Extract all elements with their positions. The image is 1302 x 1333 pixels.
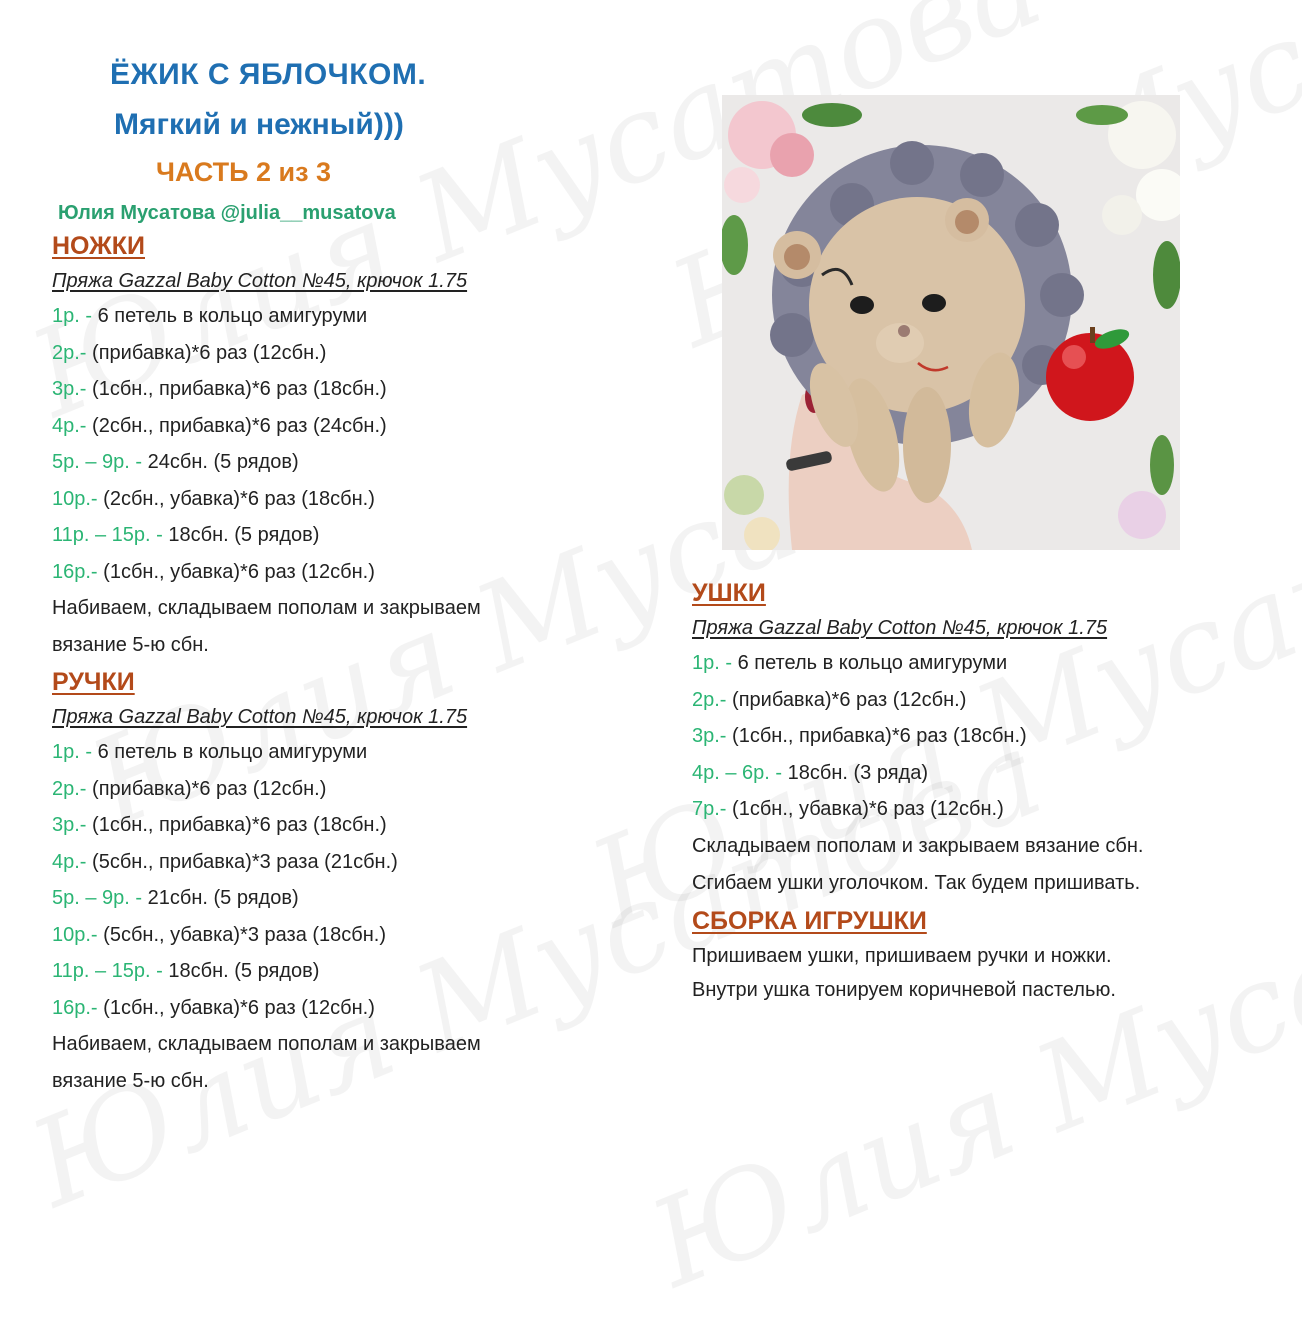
row-number: 16р.- [52,560,104,583]
row-instruction: (1сбн., убавка)*6 раз (12сбн.) [103,996,375,1019]
row-instruction: (5сбн., прибавка)*3 раза (21сбн.) [92,850,398,873]
row-instruction: (1сбн., прибавка)*6 раз (18сбн.) [92,378,387,400]
yarn-info: Пряжа Gazzal Baby Cotton №45, крючок 1.75 [52,706,468,728]
section-heading-legs: НОЖКИ [52,232,145,260]
pattern-row [52,771,612,808]
row-instruction: 18сбн. (5 рядов) [168,524,320,546]
row-instruction: 18сбн. (3 ряда) [787,761,929,784]
finishing-note-line: вязание 5-ю сбн. [52,634,209,656]
row-number: 10р.- [52,487,104,510]
row-number: 4р.- [52,850,93,873]
row-instruction: (прибавка)*6 раз (12сбн.) [732,688,967,711]
row-instruction: (прибавка)*6 раз (12сбн.) [92,341,327,364]
row-instruction: (2сбн., убавка)*6 раз (18сбн.) [103,487,375,510]
pattern-row [692,718,1282,755]
row-number: 11р. – 15р. - [52,524,169,546]
finishing-note-line: Складываем пополам и закрываем вязание сбн. [692,834,1144,857]
pattern-row [52,807,612,844]
pattern-row [52,444,612,481]
row-number: 1р. - [52,741,98,763]
row-number: 3р.- [52,378,93,400]
pattern-row [692,791,1282,828]
finishing-note-line: Набиваем, складываем пополам и закрываем [52,597,481,619]
pattern-row [692,645,1282,682]
row-instruction: (1сбн., убавка)*6 раз (12сбн.) [103,560,375,583]
assembly-note [692,939,1282,1007]
assembly-note-line: Пришиваем ушки, пришиваем ручки и ножки. [692,945,1112,967]
pattern-row [52,734,612,771]
pattern-row [52,298,612,335]
legs-section [52,228,612,664]
pattern-row [52,844,612,881]
row-number: 2р.- [52,777,93,800]
row-instruction: 6 петель в кольцо амигуруми [737,652,1008,674]
assembly-section [692,903,1282,1007]
pattern-row [52,880,612,917]
row-number: 5р. – 9р. - [52,887,148,909]
pattern-row [52,554,612,591]
finishing-note-line: Набиваем, складываем пополам и закрываем [52,1033,481,1055]
crochet-hedgehog-icon [722,95,1180,550]
finishing-note [52,590,612,664]
section-heading-arms: РУЧКИ [52,668,135,696]
row-instruction: (2сбн., прибавка)*6 раз (24сбн.) [92,414,387,437]
assembly-note-line: Внутри ушка тонируем коричневой пастелью. [692,979,1116,1001]
finishing-note [52,1026,612,1100]
row-instruction: (прибавка)*6 раз (12сбн.) [92,777,327,800]
row-instruction: (5сбн., убавка)*3 раза (18сбн.) [103,923,387,946]
row-instruction: (1сбн., убавка)*6 раз (12сбн.) [732,798,1004,820]
author-credit: Юлия Мусатова @julia__musatova [58,202,396,224]
row-number: 3р.- [692,725,733,747]
row-number: 4р.- [52,414,93,437]
row-number: 7р.- [692,798,733,820]
row-number: 2р.- [52,341,93,364]
row-number: 2р.- [692,688,733,711]
row-number: 4р. – 6р. - [692,761,788,784]
pattern-row [52,517,612,554]
pattern-row [52,408,612,445]
row-number: 3р.- [52,814,93,836]
pattern-row [52,953,612,990]
section-heading-assembly: СБОРКА ИГРУШКИ [692,907,927,935]
row-instruction: 21сбн. (5 рядов) [147,887,299,909]
finishing-note [692,828,1282,902]
pattern-row [692,682,1282,719]
pattern-row [52,917,612,954]
part-label: ЧАСТЬ 2 из 3 [156,157,332,187]
row-instruction: 6 петель в кольцо амигуруми [97,741,368,763]
ears-section [692,575,1282,902]
pattern-row [52,371,612,408]
section-heading-ears: УШКИ [692,579,766,607]
page-title: ЁЖИК С ЯБЛОЧКОМ. [110,58,427,91]
row-instruction: 18сбн. (5 рядов) [168,960,320,982]
pattern-row [692,755,1282,792]
finishing-note-line: вязание 5-ю сбн. [52,1070,209,1092]
row-instruction: (1сбн., прибавка)*6 раз (18сбн.) [92,814,387,836]
row-instruction: (1сбн., прибавка)*6 раз (18сбн.) [732,725,1027,747]
row-number: 16р.- [52,996,104,1019]
pattern-row [52,990,612,1027]
pattern-row [52,481,612,518]
arms-section [52,664,612,1100]
yarn-info: Пряжа Gazzal Baby Cotton №45, крючок 1.75 [52,270,468,292]
hedgehog-photo [722,95,1180,550]
row-number: 10р.- [52,923,104,946]
row-number: 11р. – 15р. - [52,960,169,982]
row-number: 1р. - [692,652,738,674]
row-number: 5р. – 9р. - [52,451,148,473]
page-subtitle: Мягкий и нежный))) [114,108,404,141]
pattern-row [52,335,612,372]
finishing-note-line: Сгибаем ушки уголочком. Так будем пришивать. [692,871,1141,894]
row-instruction: 24сбн. (5 рядов) [147,451,299,473]
row-number: 1р. - [52,305,98,327]
yarn-info: Пряжа Gazzal Baby Cotton №45, крючок 1.75 [692,617,1108,639]
row-instruction: 6 петель в кольцо амигуруми [97,305,368,327]
